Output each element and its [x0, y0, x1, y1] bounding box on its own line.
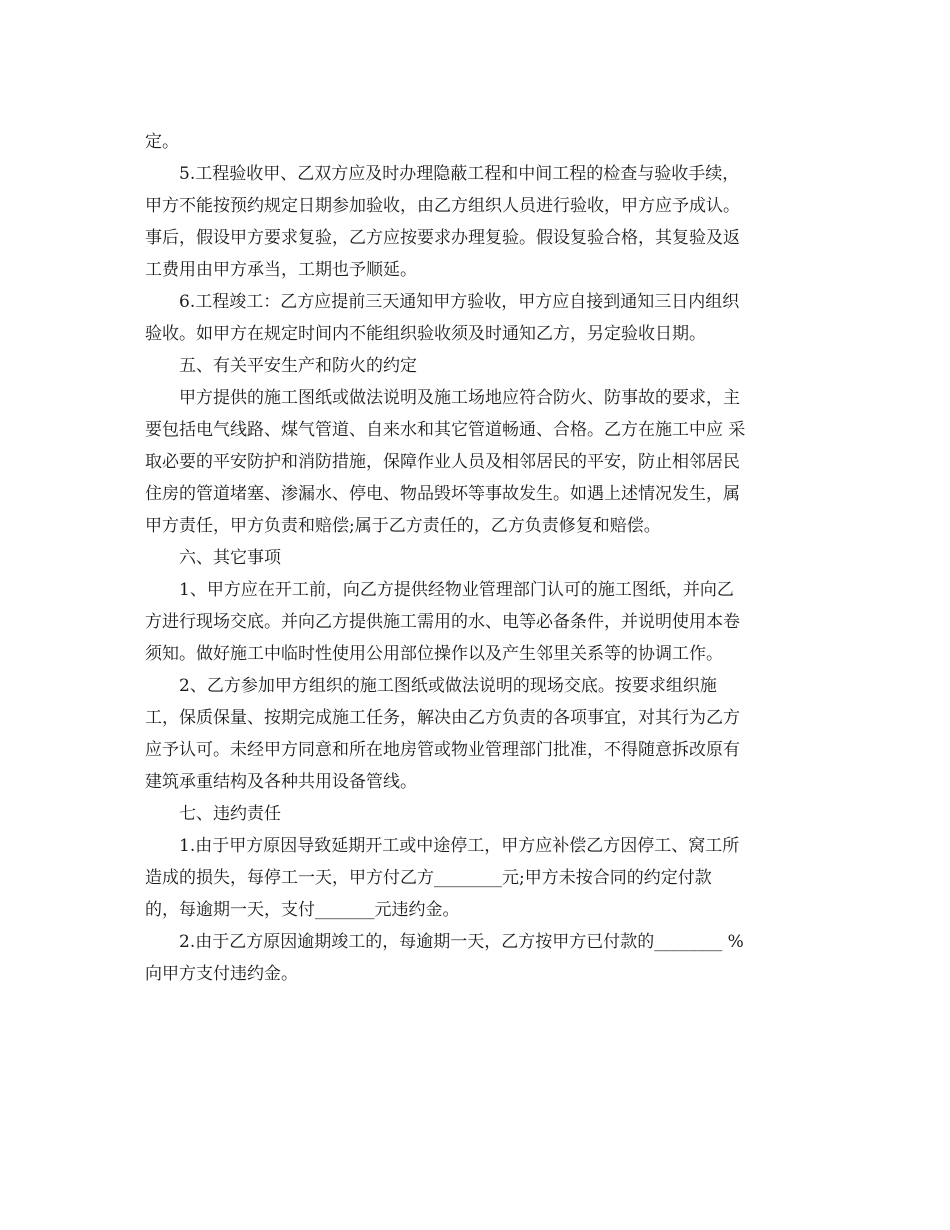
- paragraph-line: 事后，假设甲方要求复验，乙方应按要求办理复验。假设复验合格，其复验及返: [145, 228, 740, 248]
- paragraph-line: 造成的损失，每停工一天，甲方付乙方________元;甲方未按合同的约定付款: [145, 868, 712, 888]
- paragraph-line: 验收。如甲方在规定时间内不能组织验收须及时通知乙方，另定验收日期。: [145, 324, 706, 344]
- clause-5-line: 5.工程验收甲、乙双方应及时办理隐蔽工程和中间工程的检查与验收手续，: [179, 164, 740, 184]
- paragraph-line: 工，保质保量、按期完成施工任务，解决由乙方负责的各项事宜，对其行为乙方: [145, 708, 740, 728]
- paragraph-line: 建筑承重结构及各种共用设备管线。: [145, 772, 417, 792]
- clause-6-line: 6.工程竣工：乙方应提前三天通知甲方验收，甲方应自接到通知三日内组织: [179, 292, 740, 312]
- paragraph-line: 的，每逾期一天，支付_______元违约金。: [145, 900, 460, 920]
- paragraph-line: 要包括电气线路、煤气管道、自来水和其它管道畅通、合格。乙方在施工中应 采: [145, 420, 746, 440]
- document-page: [145, 126, 805, 990]
- paragraph-line: 甲方责任，甲方负责和赔偿;属于乙方责任的，乙方负责修复和赔偿。: [145, 516, 661, 536]
- paragraph-line: 工费用由甲方承当，工期也予顺延。: [145, 260, 417, 280]
- paragraph-line: 须知。做好施工中临时性使用公用部位操作以及产生邻里关系等的协调工作。: [145, 644, 723, 664]
- paragraph-line: 甲方不能按预约规定日期参加验收，由乙方组织人员进行验收，甲方应予成认。: [145, 196, 740, 216]
- paragraph-line: 取必要的平安防护和消防措施，保障作业人员及相邻居民的平安，防止相邻居民: [145, 452, 740, 472]
- section-heading-7: 七、违约责任: [179, 804, 281, 824]
- paragraph-line: 定。: [145, 132, 179, 152]
- section-heading-5: 五、有关平安生产和防火的约定: [179, 356, 417, 376]
- paragraph-line: 甲方提供的施工图纸或做法说明及施工场地应符合防火、防事故的要求，主: [179, 388, 740, 408]
- section-heading-6: 六、其它事项: [179, 548, 281, 568]
- item-2-line: 2、乙方参加甲方组织的施工图纸或做法说明的现场交底。按要求组织施: [179, 676, 717, 696]
- penalty-2-line: 2.由于乙方原因逾期竣工的，每逾期一天，乙方按甲方已付款的________ %: [179, 932, 744, 952]
- paragraph-line: 向甲方支付违约金。: [145, 964, 298, 984]
- item-1-line: 1、甲方应在开工前，向乙方提供经物业管理部门认可的施工图纸，并向乙: [179, 580, 734, 600]
- penalty-1-line: 1.由于甲方原因导致延期开工或中途停工，甲方应补偿乙方因停工、窝工所: [179, 836, 740, 856]
- paragraph-line: 应予认可。未经甲方同意和所在地房管或物业管理部门批准，不得随意拆改原有: [145, 740, 740, 760]
- paragraph-line: 方进行现场交底。并向乙方提供施工需用的水、电等必备条件，并说明使用本卷: [145, 612, 740, 632]
- paragraph-line: 住房的管道堵塞、渗漏水、停电、物品毁坏等事故发生。如遇上述情况发生，属: [145, 484, 740, 504]
